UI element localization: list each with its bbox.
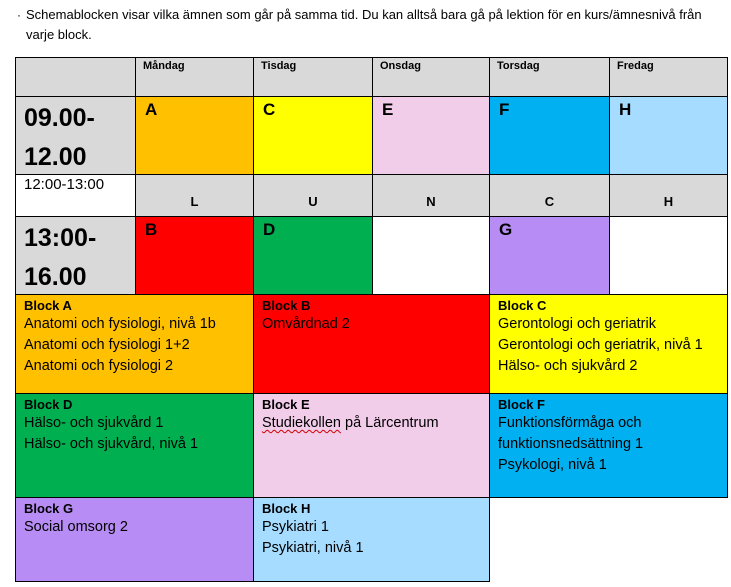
header-friday: Fredag	[609, 57, 728, 97]
block-c-title: Block C	[498, 298, 547, 313]
info-note	[17, 5, 716, 45]
block-h-course: Psykiatri, nivå 1	[262, 540, 364, 556]
lunch-letter-c: C	[489, 174, 610, 217]
afternoon-friday-cell	[609, 216, 728, 295]
block-c-course: Gerontologi och geriatrik	[498, 316, 656, 332]
lunch-time: 12:00-13:00	[15, 174, 136, 217]
block-f-course: funktionsnedsättning 1	[498, 436, 644, 452]
block-e-course-name: Studiekollen	[262, 415, 341, 431]
header-corner	[15, 57, 136, 97]
block-f-course: Funktionsförmåga och	[498, 415, 642, 431]
morning-wednesday-cell: E	[372, 96, 490, 175]
block-d-course: Hälso- och sjukvård 1	[24, 415, 164, 431]
block-g-course: Social omsorg 2	[24, 519, 128, 535]
block-c-course: Hälso- och sjukvård 2	[498, 358, 638, 374]
block-h-course: Psykiatri 1	[262, 519, 329, 535]
block-h	[253, 497, 490, 582]
block-c-course: Gerontologi och geriatrik, nivå 1	[498, 337, 703, 353]
afternoon-time-start: 13:00-	[24, 224, 97, 252]
bullet-point: ·	[17, 8, 21, 22]
block-h-title: Block H	[262, 501, 311, 516]
afternoon-tuesday-cell: D	[253, 216, 373, 295]
block-a-title: Block A	[24, 298, 72, 313]
afternoon-time	[15, 216, 136, 295]
morning-thursday-cell: F	[489, 96, 610, 175]
morning-time-end: 12.00	[24, 143, 87, 171]
note-text: Schemablocken visar vilka ämnen som går på samma tid. Du kan alltså bara gå på lektion för en kurs/ämnesnivå från varje block.	[26, 7, 702, 42]
block-f	[489, 393, 728, 498]
block-b-title: Block B	[262, 298, 311, 313]
afternoon-time-end: 16.00	[24, 263, 87, 291]
block-a-course: Anatomi och fysiologi 2	[24, 358, 174, 374]
block-b-course: Omvårdnad 2	[262, 316, 350, 332]
header-wednesday: Onsdag	[372, 57, 490, 97]
lunch-letter-h: H	[609, 174, 728, 217]
lunch-letter-u: U	[253, 174, 373, 217]
block-f-title: Block F	[498, 397, 545, 412]
morning-time-start: 09.00-	[24, 104, 95, 132]
block-a-course: Anatomi och fysiologi 1+2	[24, 337, 190, 353]
afternoon-wednesday-cell	[372, 216, 490, 295]
morning-time	[15, 96, 136, 175]
morning-tuesday-cell: C	[253, 96, 373, 175]
lunch-letter-l: L	[135, 174, 254, 217]
afternoon-monday-cell: B	[135, 216, 254, 295]
block-c	[489, 294, 728, 394]
block-e-course-place: på Lärcentrum	[341, 415, 439, 431]
header-thursday: Torsdag	[489, 57, 610, 97]
morning-monday-cell: A	[135, 96, 254, 175]
block-d-title: Block D	[24, 397, 73, 412]
block-a-course: Anatomi och fysiologi, nivå 1b	[24, 316, 216, 332]
block-d	[15, 393, 254, 498]
block-g-title: Block G	[24, 501, 74, 516]
block-f-course: Psykologi, nivå 1	[498, 457, 607, 473]
header-monday: Måndag	[135, 57, 254, 97]
morning-friday-cell: H	[609, 96, 728, 175]
block-b	[253, 294, 490, 394]
block-e	[253, 393, 490, 498]
block-e-title: Block E	[262, 397, 310, 412]
block-a	[15, 294, 254, 394]
block-e-course	[262, 413, 489, 434]
block-g	[15, 497, 254, 582]
lunch-letter-n: N	[372, 174, 490, 217]
afternoon-thursday-cell: G	[489, 216, 610, 295]
block-d-course: Hälso- och sjukvård, nivå 1	[24, 436, 199, 452]
header-tuesday: Tisdag	[253, 57, 373, 97]
